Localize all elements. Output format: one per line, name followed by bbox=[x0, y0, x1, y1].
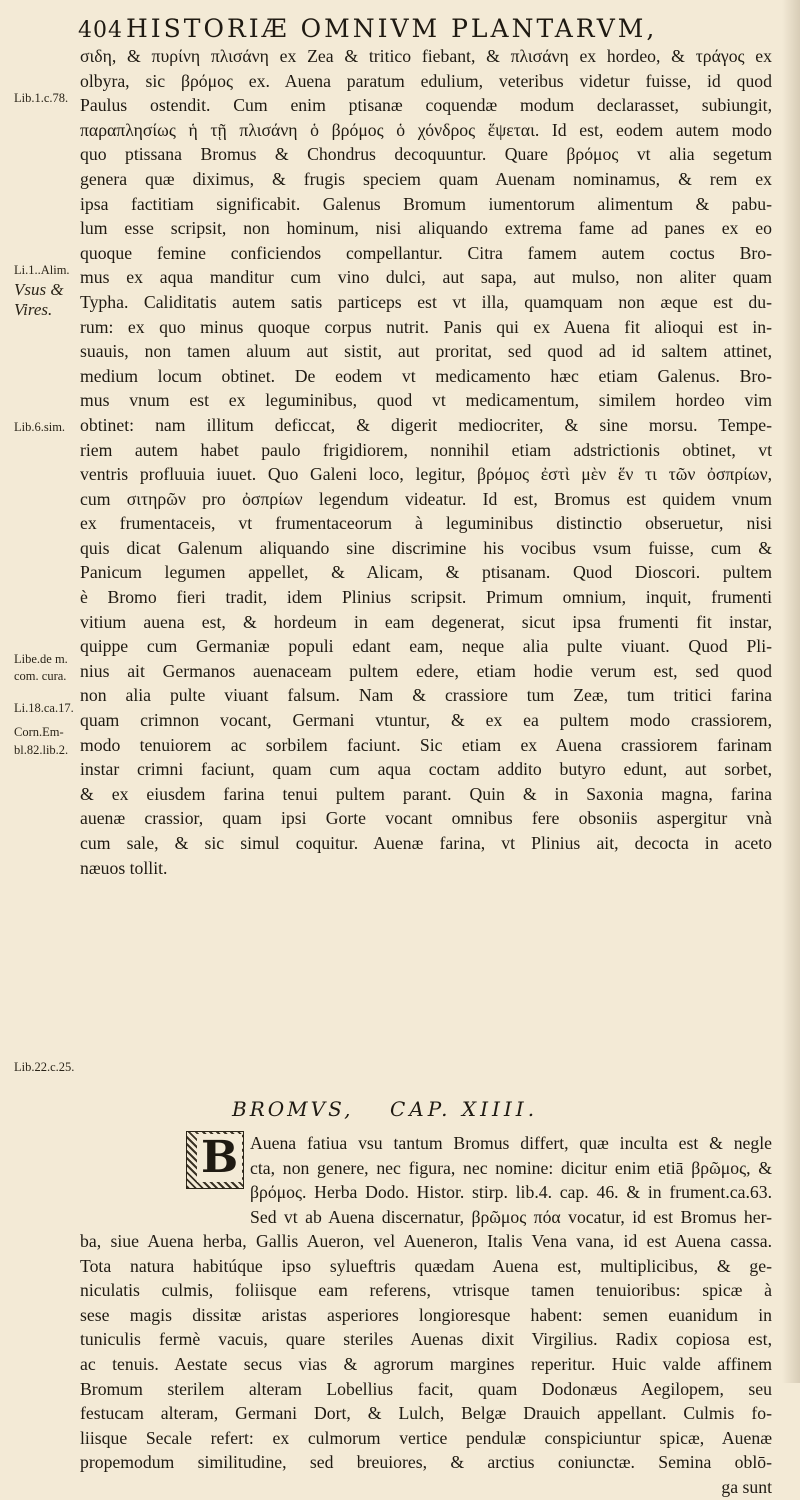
text-line: Typha. Caliditatis autem satis particeps est vt illa, quamquam non æque est du- bbox=[80, 291, 772, 312]
text-line: è Bromo fieri tradit, idem Plinius scripsit. Primum omnium, inquit, frumenti bbox=[80, 587, 772, 608]
text-line: genera quæ diximus, & frugis speciem quam Auenam nominamus, & rem ex bbox=[80, 168, 772, 189]
margin-note: Lib.22.c.25. bbox=[14, 1060, 75, 1074]
text-line: ventris profluuia iuuet. Quo Galeni loco, legitur, βρόμος ἐστὶ μὲν ἕν τι τῶν ὀσπρίων, bbox=[80, 464, 772, 485]
chapter-number: CAP. XIIII. bbox=[390, 1097, 539, 1121]
page-header bbox=[78, 14, 758, 48]
text-line: sese magis dissitæ aristas asperiores longioresque habent: semen euanidum in bbox=[80, 1304, 772, 1325]
margin-note: Li.1..Alim. bbox=[14, 263, 70, 277]
text-line: ex frumentaceis, vt frumentaceorum à leguminibus distinctio obseruetur, nisi bbox=[80, 513, 772, 534]
margin-note: Li.18.ca.17. bbox=[14, 701, 74, 715]
text-line: liisque Secale refert: ex culmorum vertice pendulæ conspiciuntur spicæ, Auenæ bbox=[80, 1427, 772, 1448]
text-line: mus ex aqua manditur cum vino dulci, aut sapa, aut mulso, non aliter quam bbox=[80, 267, 772, 288]
running-title: HISTORIÆ OMNIVM PLANTARVM, bbox=[126, 14, 658, 43]
text-line: βρόμος. Herba Dodo. Histor. stirp. lib.4. cap. 46. & in frument.ca.63. bbox=[250, 1182, 772, 1203]
text-line: modo tenuiorem ac sorbilem faciunt. Sic etiam ex Auena crassiorem farinam bbox=[80, 734, 772, 755]
chapter-intro-text bbox=[250, 1131, 772, 1229]
margin-note: Lib.6.sim. bbox=[14, 420, 66, 434]
page-number: 404 bbox=[78, 18, 123, 43]
text-line: nius ait Germanos auenaceam pultem edere, etiam hodie verum est, sed quod bbox=[80, 660, 772, 681]
text-line: Auena fatiua vsu tantum Bromus differt, quæ inculta est & negle bbox=[250, 1133, 772, 1153]
text-line: Sed vt ab Auena discernatur, βρῶμος πόα vocatur, id est Bromus her- bbox=[250, 1206, 772, 1227]
chapter-title: BROMVS, bbox=[232, 1097, 354, 1121]
text-line: Bromum sterilem alteram Lobellius facit, quam Dodonæus Aegilopem, seu bbox=[80, 1378, 772, 1399]
text-line: ac tenuis. Aestate secus vias & agrorum margines reperitur. Huic valde affinem bbox=[80, 1353, 772, 1374]
text-line: quoque femine conficiendos compellantur. Citra famem autem coctus Bro- bbox=[80, 242, 772, 263]
margin-note: Libe.de m. bbox=[14, 652, 68, 666]
chapter-body-text bbox=[80, 1229, 772, 1500]
text-line: σιδη, & πυρίνη πλισάνη ex Zea & tritico fiebant, & πλισάνη ex hordeo, & τράγος ex bbox=[80, 46, 772, 66]
margin-note: Vsus & Vires. bbox=[14, 280, 64, 319]
text-line: medium locum obtinet. De eodem vt medicamento hæc etiam Galenus. Bro- bbox=[80, 365, 772, 386]
text-line: auenæ crassior, quam ipsi Gorte vocant omnibus fere obsoniis aspergitur vnà bbox=[80, 808, 772, 829]
text-line: quam crimnon vocant, Germani vtuntur, & ex ea pultem modo crassiorem, bbox=[80, 710, 772, 731]
margin-note: Corn.Em- bbox=[14, 725, 64, 739]
text-line: riem autem habet paulo frigidiorem, nonnihil etiam adstrictionis obtinet, vt bbox=[80, 439, 772, 460]
margin-note: bl.82.lib.2. bbox=[14, 743, 69, 757]
text-line: quippe cum Germaniæ populi edant eam, neque alia pulte viuant. Quod Pli- bbox=[80, 636, 772, 657]
main-text bbox=[80, 44, 772, 880]
margin-note: com. cura. bbox=[14, 669, 67, 683]
text-line: Paulus ostendit. Cum enim ptisanæ coquendæ modum declarasset, subiungit, bbox=[80, 95, 772, 116]
text-line: cta, non genere, nec figura, nec nomine: dicitur enim etiā βρῶμος, & bbox=[250, 1157, 772, 1178]
text-line: Tota natura habitúque ipso sylueftris quædam Auena est, multiplicibus, & ge- bbox=[80, 1255, 772, 1276]
chapter-heading bbox=[232, 1097, 652, 1127]
text-line: instar crimni faciunt, quam cum aqua coctam addito butyro edunt, aut sorbet, bbox=[80, 759, 772, 780]
initial-letter: B bbox=[197, 1134, 242, 1182]
text-line: cum sale, & sic simul coquitur. Auenæ farina, vt Plinius ait, decocta in aceto bbox=[80, 833, 772, 853]
text-line: suauis, non tamen aluum aut sistit, aut proritat, sed quod ad id saltem attinet, bbox=[80, 341, 772, 362]
text-line: tuniculis fermè vacuis, quare steriles Auenas dixit Virgilius. Radix copiosa est, bbox=[80, 1329, 772, 1350]
text-line: propemodum similitudine, sed breuiores, & arctius coniunctæ. Semina oblō- bbox=[80, 1452, 772, 1473]
text-line: næuos tollit. bbox=[80, 857, 168, 878]
text-line: non alia pulte viuant falsum. Nam & crassiore tum Zeæ, tum tritici farina bbox=[80, 685, 772, 706]
text-line: ba, siue Auena herba, Gallis Aueron, vel Aueneron, Italis Vena vana, id est Auena cassa. bbox=[80, 1231, 772, 1251]
decorated-initial bbox=[186, 1131, 244, 1189]
catchword: ga sunt bbox=[721, 1476, 772, 1497]
text-line: quo ptissana Bromus & Chondrus decoquuntur. Quare βρόμος vt alia segetum bbox=[80, 144, 772, 165]
text-line: παραπλησίως ἡ τῇ πλισάνη ὁ βρόμος ὁ χόνδρος ἕψεται. Id est, eodem autem modo bbox=[80, 119, 772, 140]
text-line: niculatis culmis, foliisque eam referens, vtrisque tamen tenuioribus: spicæ à bbox=[80, 1280, 772, 1301]
text-line: festucam alteram, Germani Dort, & Lulch, Belgæ Drauich appellant. Culmis fo- bbox=[80, 1403, 772, 1424]
text-line: mus vnum est ex leguminibus, quod vt medicamentum, similem hordeo vim bbox=[80, 390, 772, 411]
text-line: rum: ex quo minus quoque corpus nutrit. Panis qui ex Auena fit alioqui est in- bbox=[80, 316, 772, 337]
page-edge-shadow bbox=[782, 0, 800, 1383]
text-line: obtinet: nam illitum deficcat, & digerit mediocriter, & sine morsu. Tempe- bbox=[80, 414, 772, 435]
text-line: olbyra, sic βρόμος ex. Auena paratum edulium, veteribus videtur fuisse, id quod bbox=[80, 70, 772, 91]
text-line: ipsa factitiam significabit. Galenus Bromum iumentorum alimentum & pabu- bbox=[80, 193, 772, 214]
margin-note: Lib.1.c.78. bbox=[14, 91, 69, 105]
text-line: & ex eiusdem farina tenui pultem parant. Quin & in Saxonia magna, farina bbox=[80, 783, 772, 804]
text-line: cum σιτηρῶν pro ὀσπρίων legendum videatur. Id est, Bromus est quidem vnum bbox=[80, 488, 772, 509]
text-line: vitium auena est, & hordeum in eam degenerat, sicut ipsa frumenti fit instar, bbox=[80, 611, 772, 632]
text-line: lum esse scripsit, non hominum, nisi aliquando extrema fame ad panes ex eo bbox=[80, 218, 772, 239]
text-line: quis dicat Galenum aliquando sine discrimine his vocibus vsum fuisse, cum & bbox=[80, 537, 772, 558]
text-line: Panicum legumen appellet, & Alicam, & ptisanam. Quod Dioscori. pultem bbox=[80, 562, 772, 583]
